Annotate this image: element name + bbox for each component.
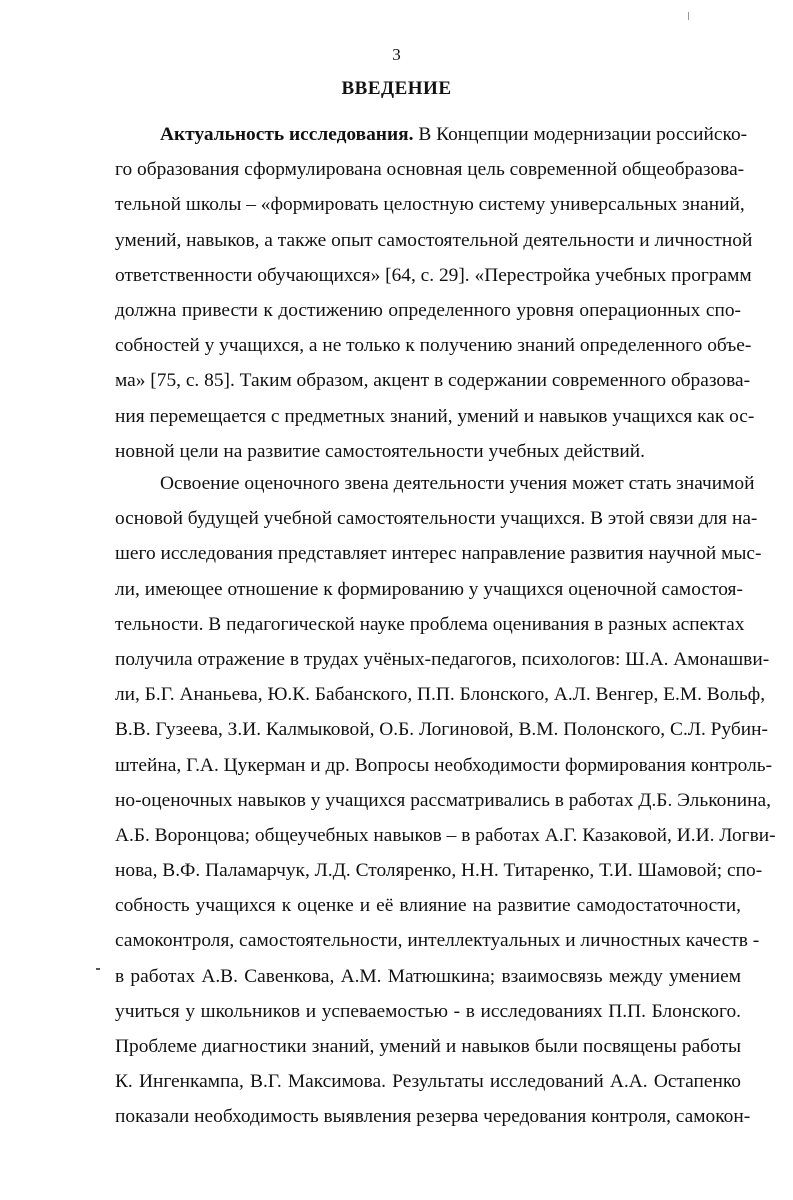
text-line: ли, Б.Г. Ананьева, Ю.К. Бабанского, П.П. Блонского, А.Л. Венгер, Е.М. Вольф, [115,684,766,706]
text-line: Проблеме диагностики знаний, умений и навыков были посвящены работы [115,1036,741,1057]
text-line: тельной школы – «формировать целостную систему универсальных знаний, [115,194,745,216]
text-line: самоконтроля, самостоятельности, интеллектуальных и личностных качеств - [115,930,760,952]
text-line: нова, В.Ф. Паламарчук, Л.Д. Столяренко, Н.Н. Титаренко, Т.И. Шамовой; спо- [115,860,763,882]
text-line: шего исследования представляет интерес направление развития научной мыс- [115,543,762,565]
section-heading: ВВЕДЕНИЕ [341,78,452,99]
paragraph-lead: Актуальность исследования. [160,124,414,145]
text-line: ния перемещается с предметных знаний, умений и навыков учащихся как ос- [115,405,755,427]
text-line: собность учащихся к оценке и её влияние на развитие самодостаточности, [115,895,741,917]
scan-speck [96,968,100,970]
text-line: Освоение оценочного звена деятельности учения может стать значимой [160,473,755,494]
text-line: умений, навыков, а также опыт самостоятельной деятельности и личностной [115,229,753,251]
text-line: показали необходимость выявления резерва чередования контроля, самокон- [115,1106,751,1128]
text-line: новной цели на развитие самостоятельности учебных действий. [115,440,646,462]
text-line: основой будущей учебной самостоятельности учащихся. В этой связи для на- [115,508,758,530]
text-line: штейна, Г.А. Цукерман и др. Вопросы необходимости формирования контроль- [115,754,773,776]
page-number: 3 [392,45,401,64]
text-line: ма» [75, с. 85]. Таким образом, акцент в содержании современного образова- [115,370,751,392]
text-line: получила отражение в трудах учёных-педагогов, психологов: Ш.А. Амонашви- [115,648,770,670]
text-line-content: В Концепции модернизации российско- [413,124,748,145]
text-line: в работах А.В. Савенкова, А.М. Матюшкина; взаимосвязь между умением [115,965,741,987]
text-line: тельности. В педагогической науке проблема оценивания в разных аспектах [115,613,745,635]
text-line: А.Б. Воронцова; общеучебных навыков – в работах А.Г. Казаковой, И.И. Логви- [115,824,776,846]
text-line: В.В. Гузеева, З.И. Калмыковой, О.Б. Логиновой, В.М. Полонского, С.Л. Рубин- [115,719,768,741]
text-line: К. Ингенкампа, В.Г. Максимова. Результаты исследований А.А. Остапенко [115,1071,741,1093]
text-line: ли, имеющее отношение к формированию у учащихся оценочной самостоя- [115,578,743,600]
text-line: должна привести к достижению определенного уровня операционных спо- [115,299,741,321]
text-line: но-оценочных навыков у учащихся рассматривались в работах Д.Б. Эльконина, [115,789,771,811]
text-line: ответственности обучающихся» [64, с. 29]. «Перестройка учебных программ [115,264,752,286]
paragraph-relevance [115,117,755,469]
text-line: го образования сформулирована основная цель современной общеобразова- [115,159,745,181]
text-line: учиться у школьников и успеваемостью - в исследованиях П.П. Блонского. [115,1000,741,1022]
paragraph-evaluation [115,466,776,1135]
scan-mark [688,12,689,20]
text-line: собностей у учащихся, а не только к получению знаний определенного объе- [115,335,752,357]
text-line [115,117,748,152]
